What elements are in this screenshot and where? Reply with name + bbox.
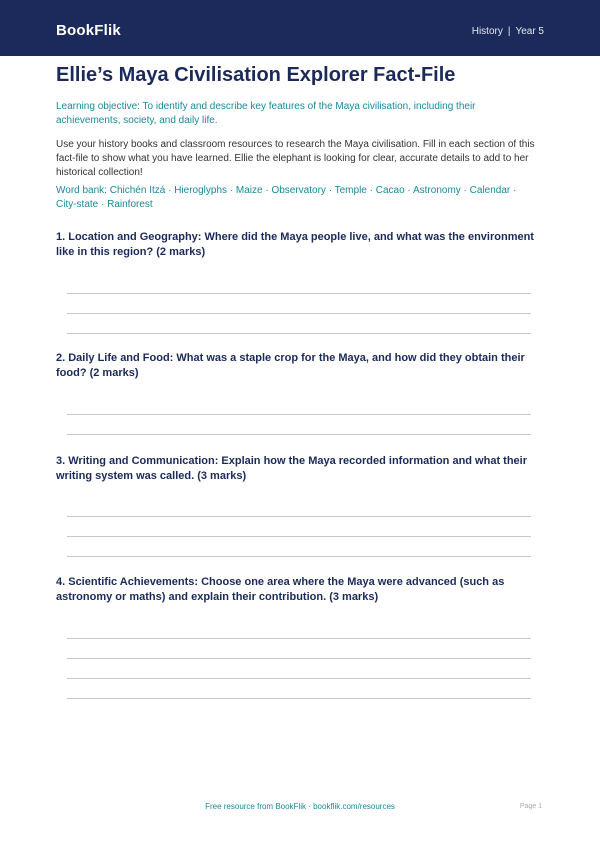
- answer-line[interactable]: [67, 434, 531, 435]
- answer-line[interactable]: [67, 293, 531, 294]
- header-bar: [0, 0, 600, 56]
- page-title: Ellie’s Maya Civilisation Explorer Fact-File: [56, 64, 456, 86]
- subject-year: [472, 26, 544, 37]
- footer-resource-link[interactable]: Free resource from BookFlik · bookflik.com/resources: [205, 802, 395, 811]
- answer-line[interactable]: [67, 536, 531, 537]
- answer-line[interactable]: [67, 313, 531, 314]
- instructions-text: Use your history books and classroom resources to research the Maya civilisation. Fill in each section of this fact-file to show what you have learned. Ellie the elephant is looking for clear, accurate details to add to her historical collection!: [56, 139, 535, 178]
- answer-line[interactable]: [67, 698, 531, 699]
- word-bank: Word bank: Chichén Itzá · Hieroglyphs · Maize · Observatory · Temple · Cacao · Astronomy · Calendar · City-state · Rainforest: [56, 185, 517, 210]
- answer-line[interactable]: [67, 414, 531, 415]
- answer-line[interactable]: [67, 516, 531, 517]
- answer-line[interactable]: [67, 678, 531, 679]
- answer-line[interactable]: [67, 638, 531, 639]
- question-3: 3. Writing and Communication: Explain how the Maya recorded information and what their writing system was called. (3 marks): [56, 455, 528, 482]
- question-2: 2. Daily Life and Food: What was a staple crop for the Maya, and how did they obtain their food? (2 marks): [56, 352, 525, 379]
- brand-logo[interactable]: BookFlik: [56, 22, 121, 39]
- question-1: 1. Location and Geography: Where did the Maya people live, and what was the environment like in this region? (2 marks): [56, 231, 534, 258]
- learning-objective: Learning objective: To identify and describe key features of the Maya civilisation, including their achievements, society, and daily life.: [56, 101, 476, 126]
- question-4: 4. Scientific Achievements: Choose one area where the Maya were advanced (such as astronomy or maths) and explain their contribution. (3 marks): [56, 576, 505, 603]
- answer-line[interactable]: [67, 658, 531, 659]
- answer-line[interactable]: [67, 333, 531, 334]
- answer-line[interactable]: [67, 556, 531, 557]
- subject-label: History: [471, 26, 503, 37]
- year-label: Year 5: [515, 26, 544, 37]
- page-number: Page 1: [519, 803, 542, 810]
- meta-separator: |: [507, 26, 511, 37]
